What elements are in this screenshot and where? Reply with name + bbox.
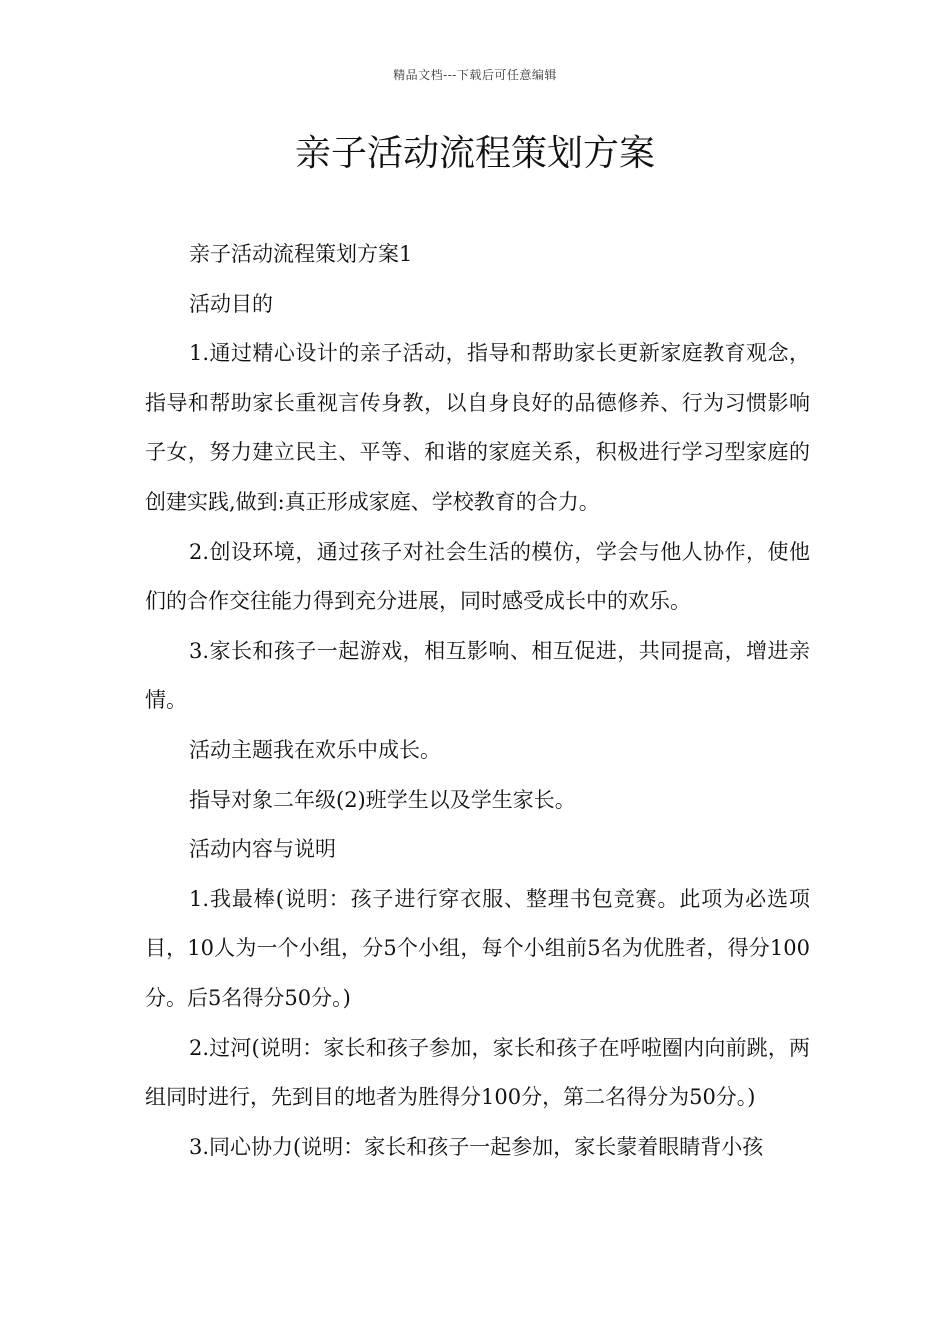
- document-title: 亲子活动流程策划方案: [294, 133, 655, 174]
- paragraph: 2.创设环境，通过孩子对社会生活的模仿，学会与他人协作，使他们的合作交往能力得到充分进展，同时感受成长中的欢乐。: [145, 539, 810, 614]
- paragraph: 1.通过精心设计的亲子活动，指导和帮助家长更新家庭教育观念，指导和帮助家长重视言传身教，以自身良好的品德修养、行为习惯影响子女，努力建立民主、平等、和谐的家庭关系，积极进行学习型家庭的创建实践,做到:真正形成家庭、学校教育的合力。: [145, 341, 810, 514]
- paragraph: 1.我最棒(说明：孩子进行穿衣服、整理书包竞赛。此项为必选项目，10人为一个小组，分5个小组，每个小组前5名为优胜者，得分100分。后5名得分50分。): [145, 886, 810, 1010]
- paragraph: 3.家长和孩子一起游戏，相互影响、相互促进，共同提高，增进亲情。: [145, 638, 810, 713]
- section-heading: 亲子活动流程策划方案1: [189, 242, 413, 266]
- paragraph-theme: 活动主题我在欢乐中成长。: [189, 737, 441, 762]
- header-note: 精品文档---下载后可任意编辑: [393, 68, 557, 82]
- paragraph: 3.同心协力(说明：家长和孩子一起参加，家长蒙着眼睛背小孩: [189, 1134, 764, 1159]
- document-body: [145, 230, 810, 1172]
- subheading-content: 活动内容与说明: [189, 837, 336, 862]
- subheading-purpose: 活动目的: [189, 291, 273, 316]
- paragraph: 2.过河(说明：家长和孩子参加，家长和孩子在呼啦圈内向前跳，两组同时进行，先到目的地者为胜得分100分，第二名得分为50分。): [145, 1035, 810, 1110]
- paragraph-audience: 指导对象二年级(2)班学生以及学生家长。: [189, 787, 576, 812]
